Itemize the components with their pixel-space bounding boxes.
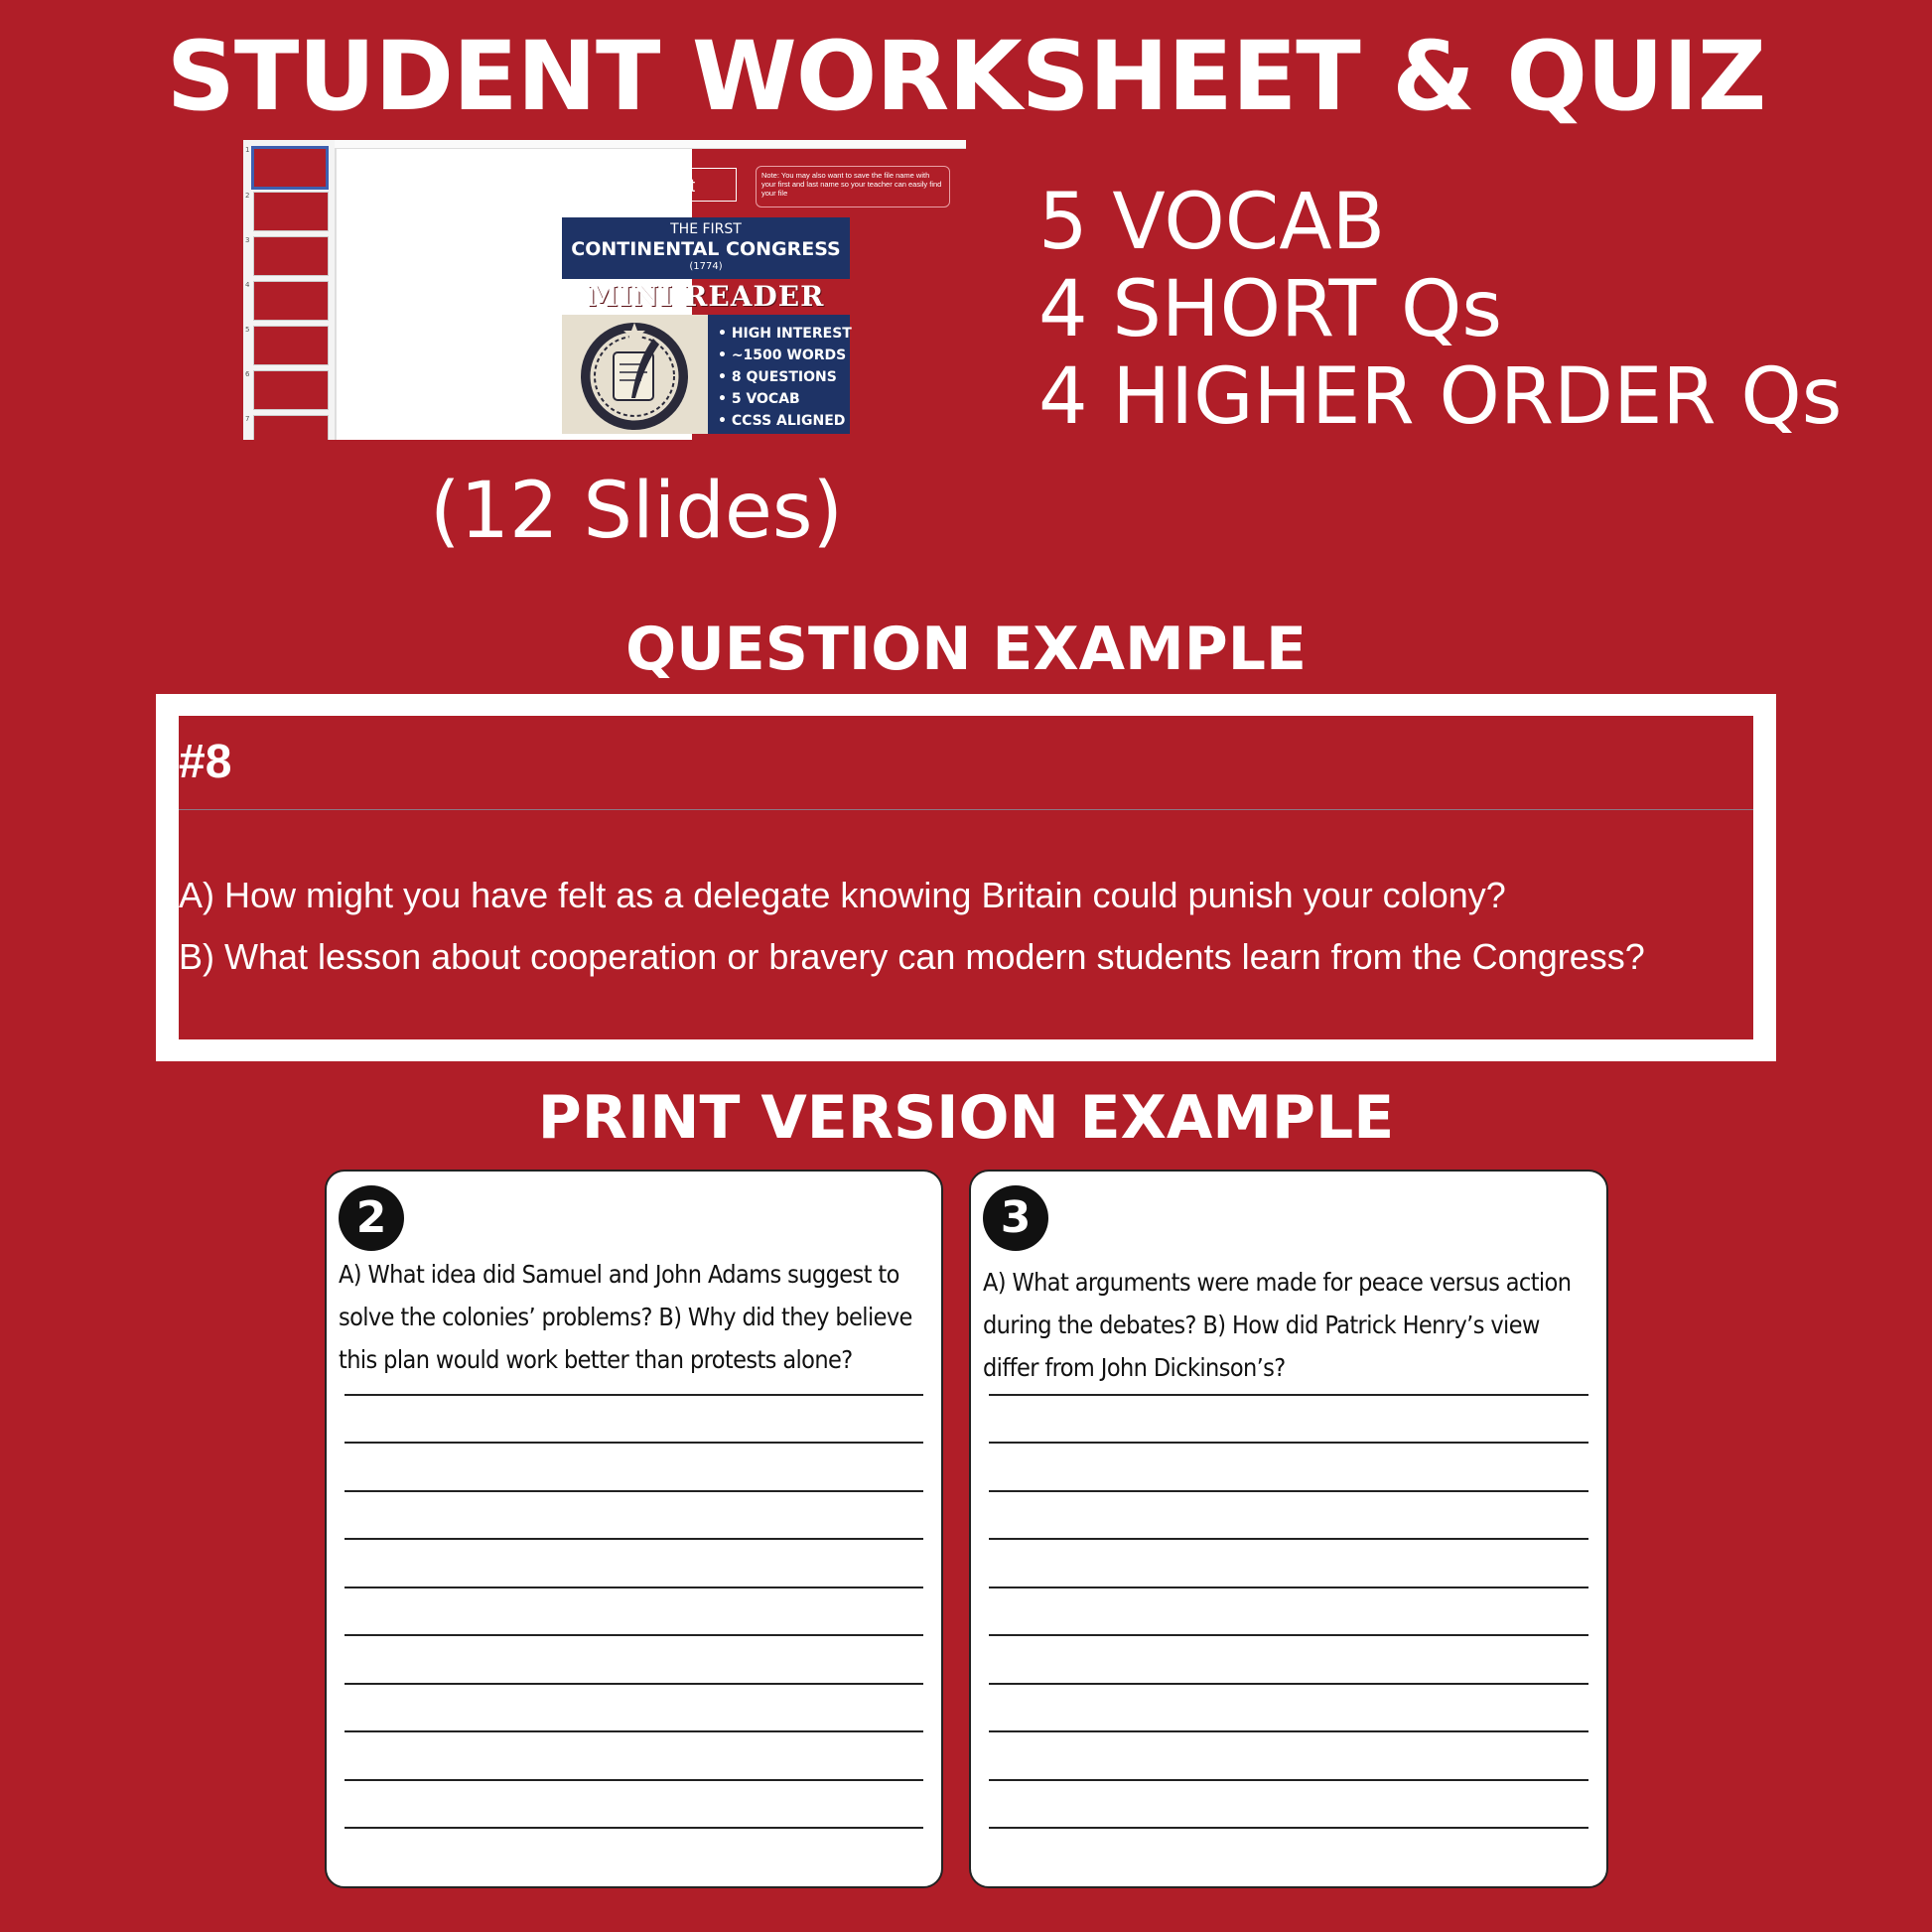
- note-text-box: Note: You may also want to save the file name with your first and last name so your teacher can easily find your file: [756, 166, 950, 207]
- answer-line: [345, 1587, 923, 1588]
- answer-line: [989, 1683, 1588, 1685]
- slide-thumbnail[interactable]: [253, 236, 329, 276]
- name-text-box[interactable]: Name: Click here to add text: [463, 168, 737, 202]
- cover-feature: • HIGH INTEREST: [718, 326, 852, 342]
- answer-line: [345, 1538, 923, 1540]
- print-question-text: A) What idea did Samuel and John Adams suggest to solve the colonies’ problems? B) Why did they believe this plan would work better than protests alone?: [339, 1260, 912, 1374]
- question-part-b: B) What lesson about cooperation or bravery can modern students learn from the Congress?: [179, 936, 1645, 977]
- stats-list: [1038, 179, 1842, 441]
- question-number: #8: [179, 736, 232, 788]
- thumbnail-number: 4: [245, 281, 250, 289]
- answer-line: [989, 1587, 1588, 1588]
- thumbnail-number: 7: [245, 415, 250, 423]
- answer-line: [345, 1730, 923, 1732]
- answer-line: [345, 1490, 923, 1492]
- question-number-badge: 3: [983, 1185, 1048, 1251]
- answer-line: [989, 1634, 1588, 1636]
- cover-feature: • 5 VOCAB: [718, 391, 800, 407]
- cover-line-3: (1774): [689, 261, 723, 272]
- thumbnail-number: 3: [245, 236, 250, 244]
- answer-line: [345, 1394, 923, 1396]
- answer-line: [345, 1634, 923, 1636]
- stat-higher-order-questions: 4 HIGHER ORDER Qs: [1038, 352, 1843, 442]
- answer-line: [989, 1827, 1588, 1829]
- ruler: [335, 140, 966, 149]
- slides-count-caption: (12 Slides): [430, 467, 843, 556]
- stat-vocab: 5 VOCAB: [1038, 178, 1386, 267]
- stat-short-questions: 4 SHORT Qs: [1038, 265, 1502, 354]
- answer-line: [989, 1779, 1588, 1781]
- answer-line: [989, 1730, 1588, 1732]
- thumbnail-number: 6: [245, 370, 250, 378]
- cover-feature: • CCSS ALIGNED: [718, 413, 846, 429]
- thumbnail-number: 1: [245, 146, 250, 154]
- cover-feature: • 8 QUESTIONS: [718, 369, 837, 385]
- thumbnail-number: 2: [245, 192, 250, 200]
- cover-title-block: [562, 217, 850, 279]
- slide-thumbnail[interactable]: [253, 326, 329, 365]
- quill-seal-illustration: [562, 315, 708, 434]
- answer-line: [989, 1538, 1588, 1540]
- question-divider: [179, 809, 1753, 810]
- print-question-text: A) What arguments were made for peace versus action during the debates? B) How did Patrick Henry’s view differ from John Dickinson’s?: [983, 1268, 1572, 1382]
- answer-line: [345, 1683, 923, 1685]
- question-number-badge: 2: [339, 1185, 404, 1251]
- cover-feature: • ~1500 WORDS: [718, 347, 847, 363]
- question-part-a: A) How might you have felt as a delegate knowing Britain could punish your colony?: [179, 875, 1506, 915]
- slide-thumbnail[interactable]: [253, 415, 329, 440]
- answer-line: [345, 1779, 923, 1781]
- answer-line: [345, 1442, 923, 1444]
- print-version-heading: PRINT VERSION EXAMPLE: [537, 1083, 1395, 1153]
- slide-thumbnail[interactable]: [253, 192, 329, 231]
- slide-thumbnail[interactable]: [251, 146, 329, 190]
- cover-line-2: CONTINENTAL CONGRESS: [571, 238, 841, 260]
- cover-feature-list: [708, 315, 850, 434]
- answer-line: [989, 1442, 1588, 1444]
- slide-thumbnail[interactable]: [253, 370, 329, 410]
- seal-icon: [562, 315, 708, 434]
- thumbnail-number: 5: [245, 326, 250, 334]
- print-question-card: [325, 1170, 943, 1888]
- slide-thumbnail-panel: [243, 140, 336, 440]
- slide-thumbnail[interactable]: [253, 281, 329, 321]
- answer-line: [345, 1827, 923, 1829]
- answer-line: [989, 1490, 1588, 1492]
- cover-line-1: THE FIRST: [670, 221, 742, 237]
- question-example-heading: QUESTION EXAMPLE: [625, 615, 1307, 684]
- answer-line: [989, 1394, 1588, 1396]
- print-question-card: [969, 1170, 1608, 1888]
- main-title: STUDENT WORKSHEET & QUIZ: [166, 21, 1766, 132]
- cover-banner: MINI READER: [587, 280, 825, 313]
